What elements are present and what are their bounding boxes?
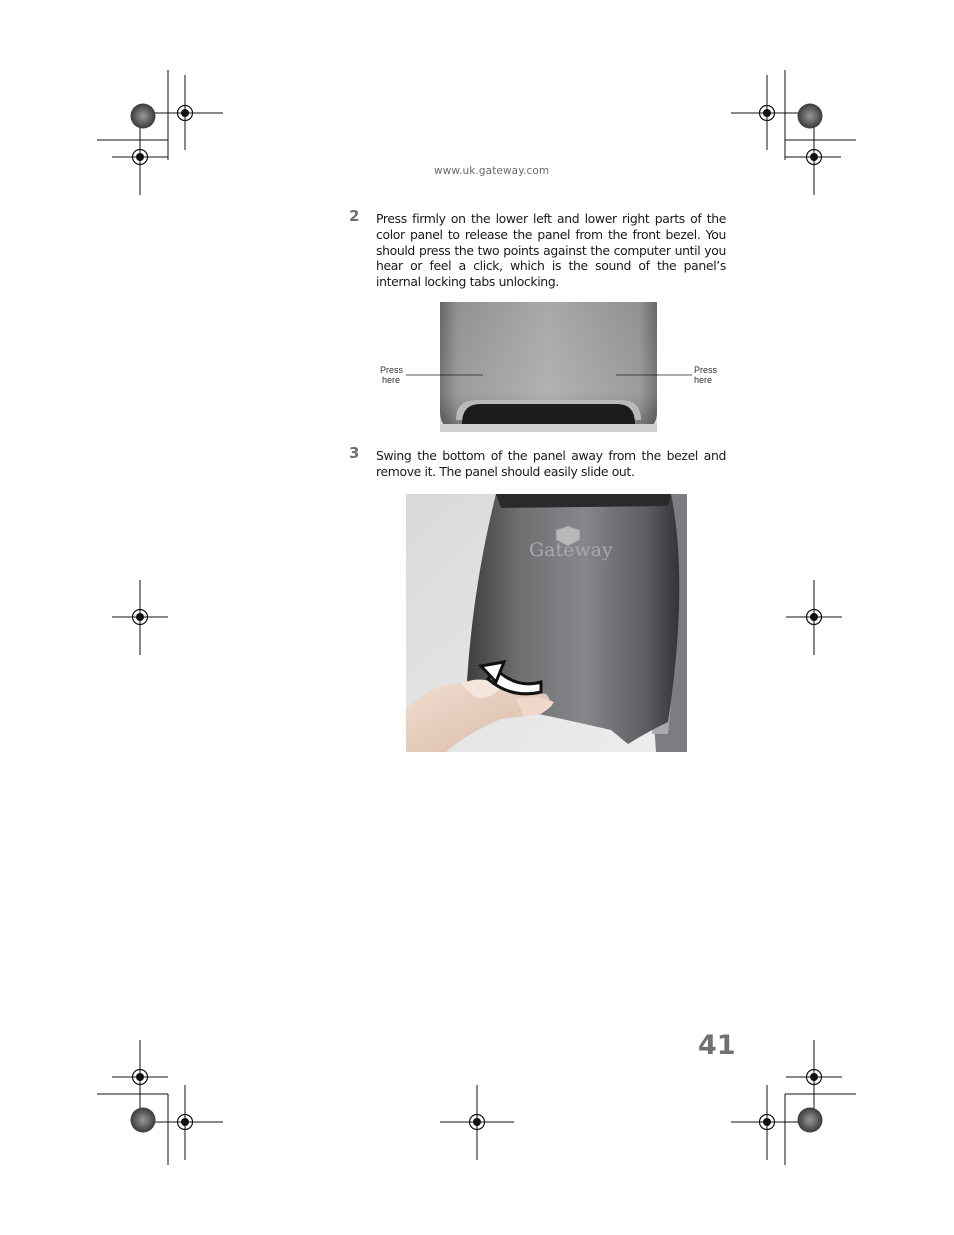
callout-press-here-right: Press here bbox=[694, 365, 718, 385]
color-dial-icon bbox=[131, 1108, 156, 1133]
header-url: www.uk.gateway.com bbox=[434, 165, 550, 177]
step-number: 3 bbox=[349, 444, 360, 462]
page-number: 41 bbox=[698, 1030, 736, 1061]
step-number: 2 bbox=[349, 207, 360, 225]
step-text: Press firmly on the lower left and lower right parts of the color panel to release the panel from the front bezel. You should press the two points against the computer until you hear or feel a click, which is the sound of the panel’s internal locking tabs unlocking. bbox=[376, 211, 726, 290]
panel-press-figure bbox=[376, 302, 726, 432]
svg-text:Gateway: Gateway bbox=[529, 539, 613, 561]
panel-removal-figure bbox=[406, 494, 687, 752]
step-text: Swing the bottom of the panel away from the bezel and remove it. The panel should easily slide out. bbox=[376, 448, 726, 479]
color-dial-icon bbox=[798, 104, 823, 129]
color-dial-icon bbox=[798, 1108, 823, 1133]
color-dial-icon bbox=[131, 104, 156, 129]
callout-press-here-left: Press here bbox=[380, 365, 404, 385]
